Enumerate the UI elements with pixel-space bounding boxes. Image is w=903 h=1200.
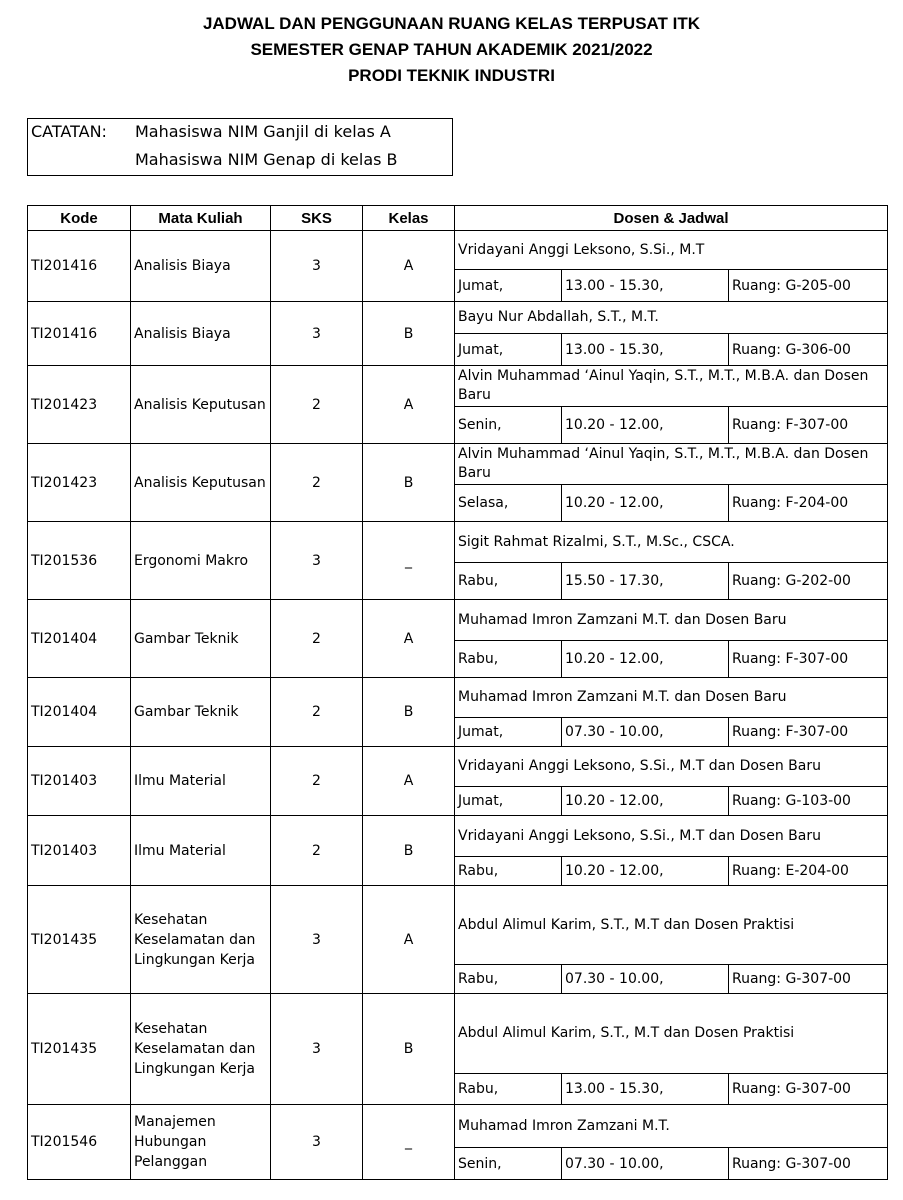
jam-cell: 13.00 - 15.30, [562,1074,729,1105]
notes-label: CATATAN: [31,122,107,141]
jam-cell: 07.30 - 10.00, [562,965,729,994]
jam-cell: 10.20 - 12.00, [562,407,729,444]
kode-cell: TI201416 [28,302,131,366]
sks-cell: 2 [271,366,363,444]
ruang-cell: Ruang: F-204-00 [729,485,888,522]
table-row [28,231,888,270]
hari-cell: Rabu, [455,641,562,678]
kelas-cell: A [363,600,455,678]
kelas-cell: A [363,886,455,994]
kelas-cell: B [363,678,455,747]
table-row [28,886,888,965]
header-kelas: Kelas [363,206,455,231]
hari-cell: Senin, [455,1148,562,1180]
dosen-cell: Bayu Nur Abdallah, S.T., M.T. [455,302,888,334]
hari-cell: Rabu, [455,857,562,886]
dosen-cell: Muhamad Imron Zamzani M.T. [455,1105,888,1148]
notes-line-2: Mahasiswa NIM Genap di kelas B [135,150,398,169]
kelas-cell: A [363,231,455,302]
ruang-cell: Ruang: E-204-00 [729,857,888,886]
mata-kuliah-cell: Manajemen Hubungan Pelanggan [131,1105,271,1180]
notes-line-1: Mahasiswa NIM Ganjil di kelas A [135,122,391,141]
sks-cell: 3 [271,231,363,302]
table-row [28,522,888,563]
mata-kuliah-cell: Kesehatan Keselamatan dan Lingkungan Kerja [131,994,271,1105]
kode-cell: TI201403 [28,816,131,886]
table-row [28,444,888,485]
kode-cell: TI201416 [28,231,131,302]
sks-cell: 2 [271,678,363,747]
jam-cell: 07.30 - 10.00, [562,1148,729,1180]
kode-cell: TI201536 [28,522,131,600]
dosen-cell: Alvin Muhammad ‘Ainul Yaqin, S.T., M.T., M.B.A. dan Dosen Baru [455,366,888,407]
kelas-cell: B [363,994,455,1105]
hari-cell: Jumat, [455,787,562,816]
mata-kuliah-cell: Ergonomi Makro [131,522,271,600]
table-row [28,994,888,1074]
dosen-cell: Vridayani Anggi Leksono, S.Si., M.T [455,231,888,270]
hari-cell: Jumat, [455,270,562,302]
table-row [28,302,888,334]
page-title-line3: PRODI TEKNIK INDUSTRI [348,66,555,85]
mata-kuliah-cell: Analisis Keputusan [131,366,271,444]
dosen-cell: Abdul Alimul Karim, S.T., M.T dan Dosen Praktisi [455,886,888,965]
jam-cell: 13.00 - 15.30, [562,334,729,366]
kode-cell: TI201423 [28,444,131,522]
ruang-cell: Ruang: G-306-00 [729,334,888,366]
sks-cell: 3 [271,994,363,1105]
dosen-cell: Alvin Muhammad ‘Ainul Yaqin, S.T., M.T., M.B.A. dan Dosen Baru [455,444,888,485]
page-title-line2: SEMESTER GENAP TAHUN AKADEMIK 2021/2022 [250,40,653,59]
kelas-cell: _ [363,1105,455,1180]
mata-kuliah-cell: Gambar Teknik [131,678,271,747]
hari-cell: Rabu, [455,563,562,600]
dosen-cell: Muhamad Imron Zamzani M.T. dan Dosen Baru [455,600,888,641]
kelas-cell: B [363,816,455,886]
hari-cell: Jumat, [455,334,562,366]
jam-cell: 10.20 - 12.00, [562,485,729,522]
kode-cell: TI201546 [28,1105,131,1180]
jam-cell: 10.20 - 12.00, [562,787,729,816]
dosen-cell: Vridayani Anggi Leksono, S.Si., M.T dan Dosen Baru [455,747,888,787]
dosen-cell: Sigit Rahmat Rizalmi, S.T., M.Sc., CSCA. [455,522,888,563]
kode-cell: TI201403 [28,747,131,816]
table-row [28,816,888,857]
page-title-line1: JADWAL DAN PENGGUNAAN RUANG KELAS TERPUSAT ITK [202,14,701,33]
sks-cell: 2 [271,747,363,816]
ruang-cell: Ruang: G-202-00 [729,563,888,600]
ruang-cell: Ruang: G-307-00 [729,1148,888,1180]
schedule-table [27,205,888,1180]
sks-cell: 2 [271,444,363,522]
table-header-row [28,206,888,231]
kelas-cell: _ [363,522,455,600]
ruang-cell: Ruang: G-205-00 [729,270,888,302]
table-row [28,678,888,718]
mata-kuliah-cell: Gambar Teknik [131,600,271,678]
jam-cell: 07.30 - 10.00, [562,718,729,747]
sks-cell: 3 [271,886,363,994]
hari-cell: Selasa, [455,485,562,522]
header-mata-kuliah: Mata Kuliah [131,206,271,231]
sks-cell: 3 [271,1105,363,1180]
kelas-cell: B [363,444,455,522]
ruang-cell: Ruang: F-307-00 [729,641,888,678]
kode-cell: TI201423 [28,366,131,444]
table-body [28,231,888,1180]
kode-cell: TI201435 [28,994,131,1105]
kode-cell: TI201404 [28,600,131,678]
mata-kuliah-cell: Analisis Keputusan [131,444,271,522]
sks-cell: 2 [271,600,363,678]
kelas-cell: A [363,366,455,444]
ruang-cell: Ruang: G-103-00 [729,787,888,816]
jam-cell: 13.00 - 15.30, [562,270,729,302]
kode-cell: TI201404 [28,678,131,747]
dosen-cell: Vridayani Anggi Leksono, S.Si., M.T dan Dosen Baru [455,816,888,857]
header-sks: SKS [271,206,363,231]
mata-kuliah-cell: Kesehatan Keselamatan dan Lingkungan Kerja [131,886,271,994]
kode-cell: TI201435 [28,886,131,994]
mata-kuliah-cell: Ilmu Material [131,816,271,886]
kelas-cell: A [363,747,455,816]
table-row [28,600,888,641]
ruang-cell: Ruang: F-307-00 [729,407,888,444]
ruang-cell: Ruang: F-307-00 [729,718,888,747]
sks-cell: 2 [271,816,363,886]
mata-kuliah-cell: Analisis Biaya [131,231,271,302]
kelas-cell: B [363,302,455,366]
mata-kuliah-cell: Analisis Biaya [131,302,271,366]
dosen-cell: Abdul Alimul Karim, S.T., M.T dan Dosen Praktisi [455,994,888,1074]
header-kode: Kode [28,206,131,231]
ruang-cell: Ruang: G-307-00 [729,1074,888,1105]
hari-cell: Rabu, [455,965,562,994]
jam-cell: 10.20 - 12.00, [562,857,729,886]
dosen-cell: Muhamad Imron Zamzani M.T. dan Dosen Baru [455,678,888,718]
jam-cell: 15.50 - 17.30, [562,563,729,600]
jam-cell: 10.20 - 12.00, [562,641,729,678]
notes-box [27,118,453,176]
sks-cell: 3 [271,302,363,366]
mata-kuliah-cell: Ilmu Material [131,747,271,816]
header-dosen-jadwal: Dosen & Jadwal [455,206,888,231]
table-row [28,747,888,787]
hari-cell: Jumat, [455,718,562,747]
table-row [28,1105,888,1148]
ruang-cell: Ruang: G-307-00 [729,965,888,994]
hari-cell: Senin, [455,407,562,444]
hari-cell: Rabu, [455,1074,562,1105]
table-row [28,366,888,407]
sks-cell: 3 [271,522,363,600]
